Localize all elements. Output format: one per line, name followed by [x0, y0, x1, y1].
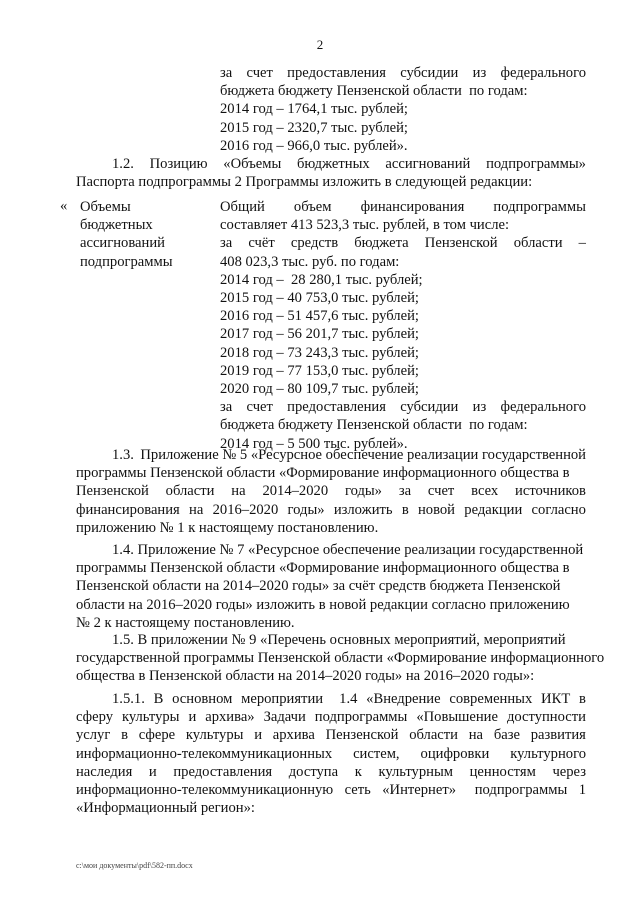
table-left-line: Объемы: [80, 199, 131, 215]
table-right-line: 2014 год – 28 280,1 тыс. рублей;: [220, 271, 423, 288]
p151-line: наследия и предоставления доступа к культурным ценностям через: [76, 763, 586, 780]
table-right-line: 2017 год – 56 201,7 тыс. рублей;: [220, 326, 419, 343]
p151-line: информационно-телекоммуникационных систем, оцифровки культурного: [76, 745, 586, 762]
p12-line: 1.2. Позицию «Объемы бюджетных ассигнований подпрограммы»: [112, 156, 586, 172]
table-left-line: подпрограммы: [80, 253, 173, 270]
p151-line: 1.5.1. В основном мероприятии 1.4 «Внедрение современных ИКТ в: [112, 691, 586, 707]
table-right-line: составляет 413 523,3 тыс. рублей, в том числе:: [220, 217, 510, 234]
p13-line: 1.3. Приложение № 5 «Ресурсное обеспечение реализации государственной: [112, 447, 586, 463]
table-right-column: [220, 198, 586, 453]
table-left-line: ассигнований: [80, 235, 165, 252]
p14-line: программы Пензенской области «Формирование информационного общества в: [76, 560, 570, 577]
p15-line: общества в Пензенской области на 2014–2020 годы» на 2016–2020 годы»:: [76, 668, 535, 685]
subsidy-continuation: [220, 64, 586, 155]
table-right-line: 2015 год – 40 753,0 тыс. рублей;: [220, 290, 419, 307]
quote-open-mark: «: [60, 198, 68, 214]
table-right-line: 2019 год – 77 153,0 тыс. рублей;: [220, 362, 419, 379]
p13-line: Пензенской области на 2014–2020 годы» за счет всех источников: [76, 483, 586, 500]
top-block-line: 2016 год – 966,0 тыс. рублей».: [220, 137, 408, 154]
paragraph-1-5-1: [76, 690, 586, 817]
table-right-line: за счёт средств бюджета Пензенской области –: [220, 235, 586, 252]
p151-line: сферу культуры и архива» Задачи подпрограммы «Повышение доступности: [76, 709, 586, 726]
p14-line: Пензенской области на 2014–2020 годы» за счёт средств бюджета Пензенской: [76, 578, 561, 595]
p13-line: приложению № 1 к настоящему постановлению.: [76, 519, 379, 536]
paragraph-1-4: [76, 541, 586, 632]
table-right-line: 408 023,3 тыс. руб. по годам:: [220, 253, 400, 270]
p151-line: услуг в сфере культуры и архива Пензенской области на базе развития: [76, 727, 586, 744]
p14-line: № 2 к настоящему постановлению.: [76, 614, 295, 631]
p14-line: области на 2016–2020 годы» изложить в новой редакции согласно приложению: [76, 596, 570, 613]
file-path-footer: c:\мои документы\pdf\582-пп.docx: [76, 861, 193, 870]
p15-line: 1.5. В приложении № 9 «Перечень основных мероприятий, мероприятий: [112, 632, 566, 648]
table-right-line: 2018 год – 73 243,3 тыс. рублей;: [220, 344, 419, 361]
p12-line: Паспорта подпрограммы 2 Программы изложить в следующей редакции:: [76, 174, 533, 191]
table-left-line: бюджетных: [80, 217, 153, 234]
table-right-line: 2016 год – 51 457,6 тыс. рублей;: [220, 308, 419, 325]
p13-line: финансирования на 2016–2020 годы» изложить в новой редакции согласно: [76, 501, 586, 518]
table-left-column: [80, 198, 210, 271]
page-number: 2: [316, 37, 324, 52]
table-right-line: за счет предоставления субсидии из федерального: [220, 399, 586, 416]
top-block-line: за счет предоставления субсидии из федерального: [220, 65, 586, 81]
paragraph-1-2: [76, 155, 586, 191]
top-block-line: 2014 год – 1764,1 тыс. рублей;: [220, 101, 408, 118]
p14-line: 1.4. Приложение № 7 «Ресурсное обеспечение реализации государственной: [112, 542, 584, 558]
table-right-line: бюджета бюджету Пензенской области по годам:: [220, 417, 528, 434]
top-block-line: бюджета бюджету Пензенской области по годам:: [220, 83, 528, 100]
table-right-line: Общий объем финансирования подпрограммы: [220, 199, 586, 215]
p151-line: информационно-телекоммуникационную сеть «Интернет» подпрограммы 1: [76, 782, 586, 799]
top-block-line: 2015 год – 2320,7 тыс. рублей;: [220, 119, 408, 136]
p13-line: программы Пензенской области «Формирование информационного общества в: [76, 465, 570, 482]
paragraph-1-5: [76, 631, 605, 686]
paragraph-1-3: [76, 446, 586, 537]
p151-line: «Информационный регион»:: [76, 800, 255, 817]
table-right-line: 2014 год – 5 500 тыс. рублей».: [220, 435, 408, 452]
table-right-line: 2020 год – 80 109,7 тыс. рублей;: [220, 381, 419, 398]
p15-line: государственной программы Пензенской области «Формирование информационного: [76, 650, 605, 667]
